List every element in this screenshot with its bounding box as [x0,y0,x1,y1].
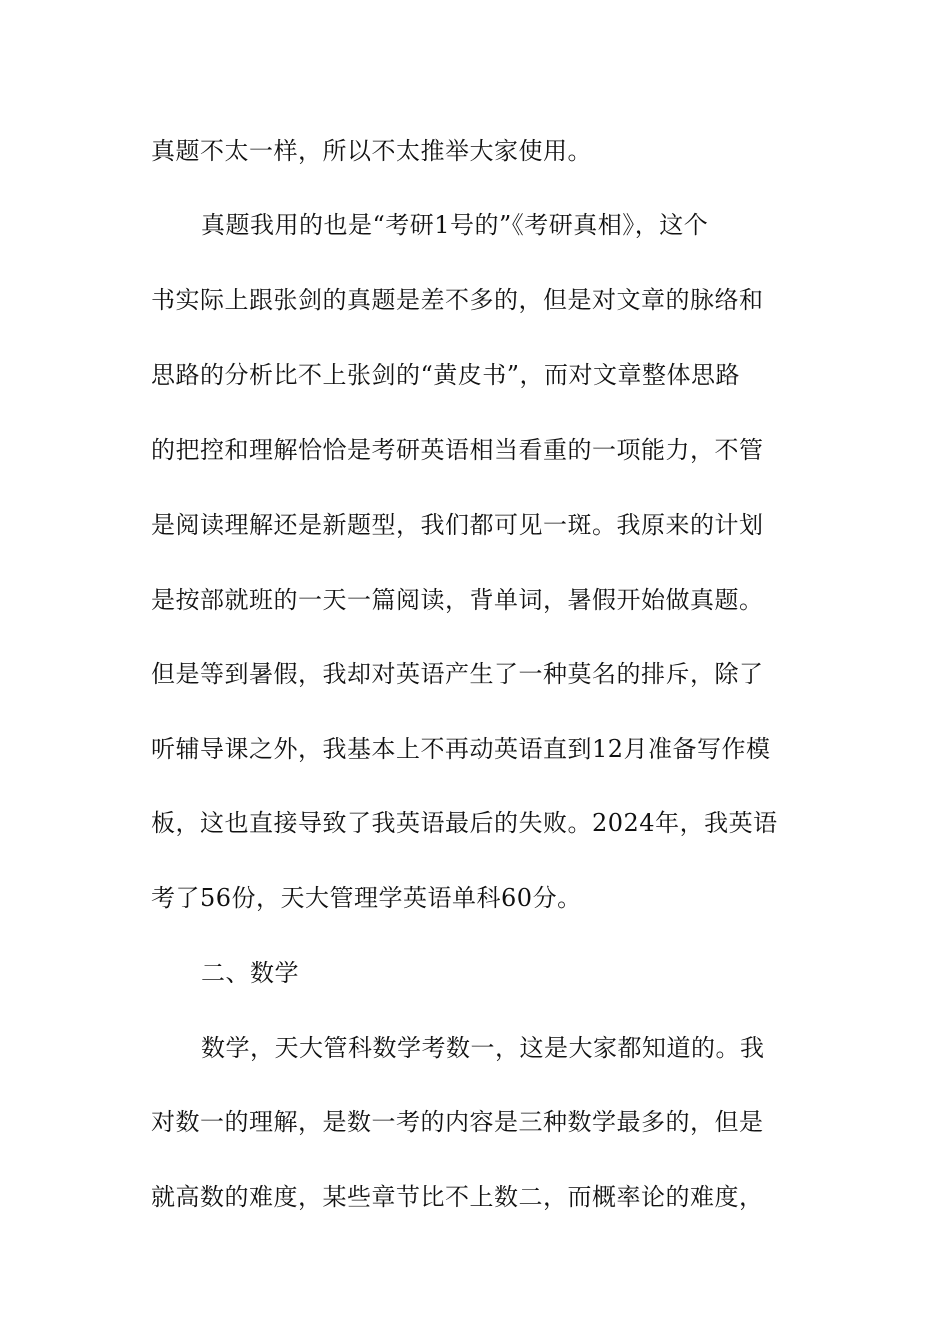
paragraph-line: 是按部就班的一天一篇阅读，背单词，暑假开始做真题。 [151,586,764,614]
paragraph-line: 书实际上跟张剑的真题是差不多的，但是对文章的脉络和 [151,286,764,314]
paragraph-line: 思路的分析比不上张剑的“黄皮书”，而对文章整体思路 [151,361,741,389]
paragraph-line: 的把控和理解恰恰是考研英语相当看重的一项能力，不管 [151,436,764,464]
paragraph-line: 但是等到暑假，我却对英语产生了一种莫名的排斥，除了 [151,660,764,688]
paragraph-line: 是阅读理解还是新题型，我们都可见一斑。我原来的计划 [151,511,764,539]
paragraph-line: 听辅导课之外，我基本上不再动英语直到12月准备写作模 [151,735,771,763]
paragraph-line: 真题我用的也是“考研1号的”《考研真相》，这个 [201,211,709,239]
paragraph-line: 数学，天大管科数学考数一，这是大家都知道的。我 [201,1034,765,1062]
paragraph-line: 板，这也直接导致了我英语最后的失败。2024年，我英语 [151,809,778,837]
paragraph-line: 真题不太一样，所以不太推举大家使用。 [151,137,592,165]
section-heading: 二、数学 [201,959,299,987]
paragraph-line: 考了56份，天大管理学英语单科60分。 [151,884,582,912]
paragraph-line: 对数一的理解，是数一考的内容是三种数学最多的，但是 [151,1108,764,1136]
paragraph-line: 就高数的难度，某些章节比不上数二，而概率论的难度， [151,1183,764,1211]
